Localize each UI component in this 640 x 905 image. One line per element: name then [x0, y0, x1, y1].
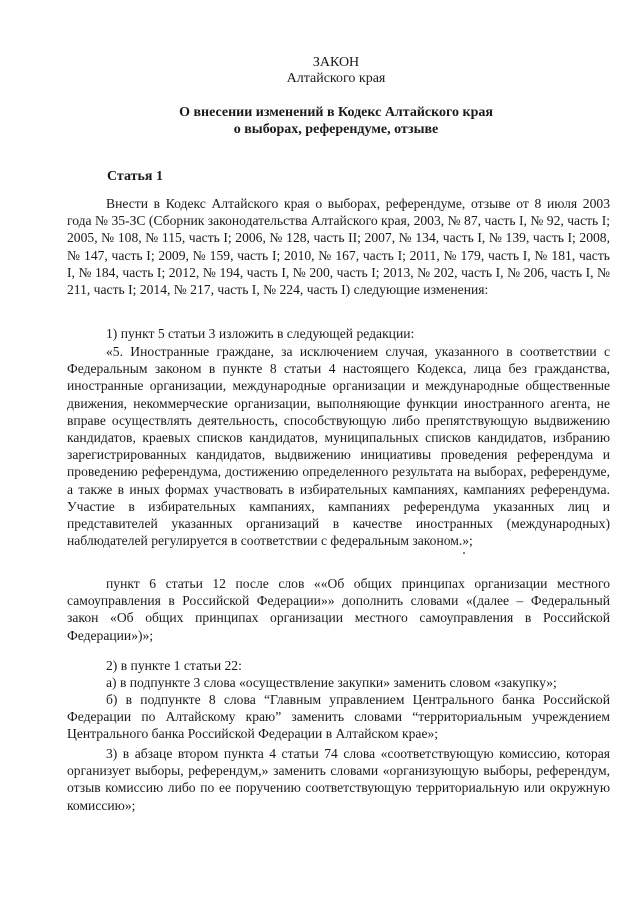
item-2-paragraph: 2) в пункте 1 статьи 22: [106, 658, 242, 673]
item-6-paragraph: пункт 6 статьи 12 после слов ««Об общих принципах организации местного самоуправления в Российской Федерации»» дополнить словами «(далее – Федеральный закон «Об общих принципах организации местного самоуправления в Российской Федерации»)»; [67, 576, 610, 643]
law-region: Алтайского края [286, 71, 386, 86]
law-title-line-1: О внесении изменений в Кодекс Алтайского края [179, 105, 493, 120]
law-heading: ЗАКОН [312, 55, 360, 70]
scan-speck [463, 552, 465, 554]
item-1-quoted-text: «5. Иностранные граждане, за исключением случая, указанного в соответствии с Федеральным законом в пункте 8 статьи 4 настоящего Кодекса, лица без гражданства, иностранные организации, международные организации и международные общественные движения, некоммерческие организации, выполняющие функции иностранного агента, не вправе осуществлять деятельность, способствующую либо препятствующую выдвижению кандидатов, краевых списков кандидатов, муниципальных списков кандидатов, избранию зарегистрированных кандидатов, выдвижению инициативы проведения референдума и проведению референдума, достижению определенного результата на выборах, референдуме, а также в иных формах участвовать в избирательных кампаниях, кампаниях референдума. Участие в избирательных кампаниях, кампаниях референдума указанных лиц и представителей указанных организаций в качестве иностранных (международных) наблюдателей регулируется в соответствии с федеральным законом.»; [67, 344, 610, 549]
law-title-line-2: о выборах, референдуме, отзыве [233, 122, 439, 137]
article-heading: Статья 1 [107, 169, 163, 184]
item-1-paragraph: 1) пункт 5 статьи 3 изложить в следующей редакции: [106, 326, 415, 341]
item-2b-paragraph: б) в подпункте 8 слова “Главным управлением Центрального банка Российской Федерации по Алтайскому краю” заменить словами “территориальным учреждением Центрального банка Российской Федерации в Алтайском крае»; [67, 692, 610, 742]
item-2a-paragraph: а) в подпункте 3 слова «осуществление закупки» заменить словом «закупку»; [106, 675, 557, 690]
item-3-paragraph: 3) в абзаце втором пункта 4 статьи 74 слова «соответствующую комиссию, которая организует выборы, референдум,» заменить словами «организующую выборы, референдум, отзыв комиссию либо по ее поручению соответствующую территориальную или окружную комиссию»; [67, 746, 610, 813]
article-intro-paragraph: Внести в Кодекс Алтайского края о выборах, референдуме, отзыве от 8 июля 2003 года № 35-ЗС (Сборник законодательства Алтайского края, 2003, № 87, часть I, № 92, часть I; 2005, № 108, № 115, часть I; 2006, № 128, часть II; 2007, № 134, часть I, № 139, часть I; 2008, № 147, часть I; 2009, № 159, часть I; 2010, № 167, часть I; 2011, № 179, часть I, № 181, часть I, № 184, часть I; 2012, № 194, часть I, № 200, часть I; 2013, № 202, часть I, № 206, часть I, № 211, часть I; 2014, № 217, часть I, № 224, часть I) следующие изменения: [67, 196, 610, 298]
